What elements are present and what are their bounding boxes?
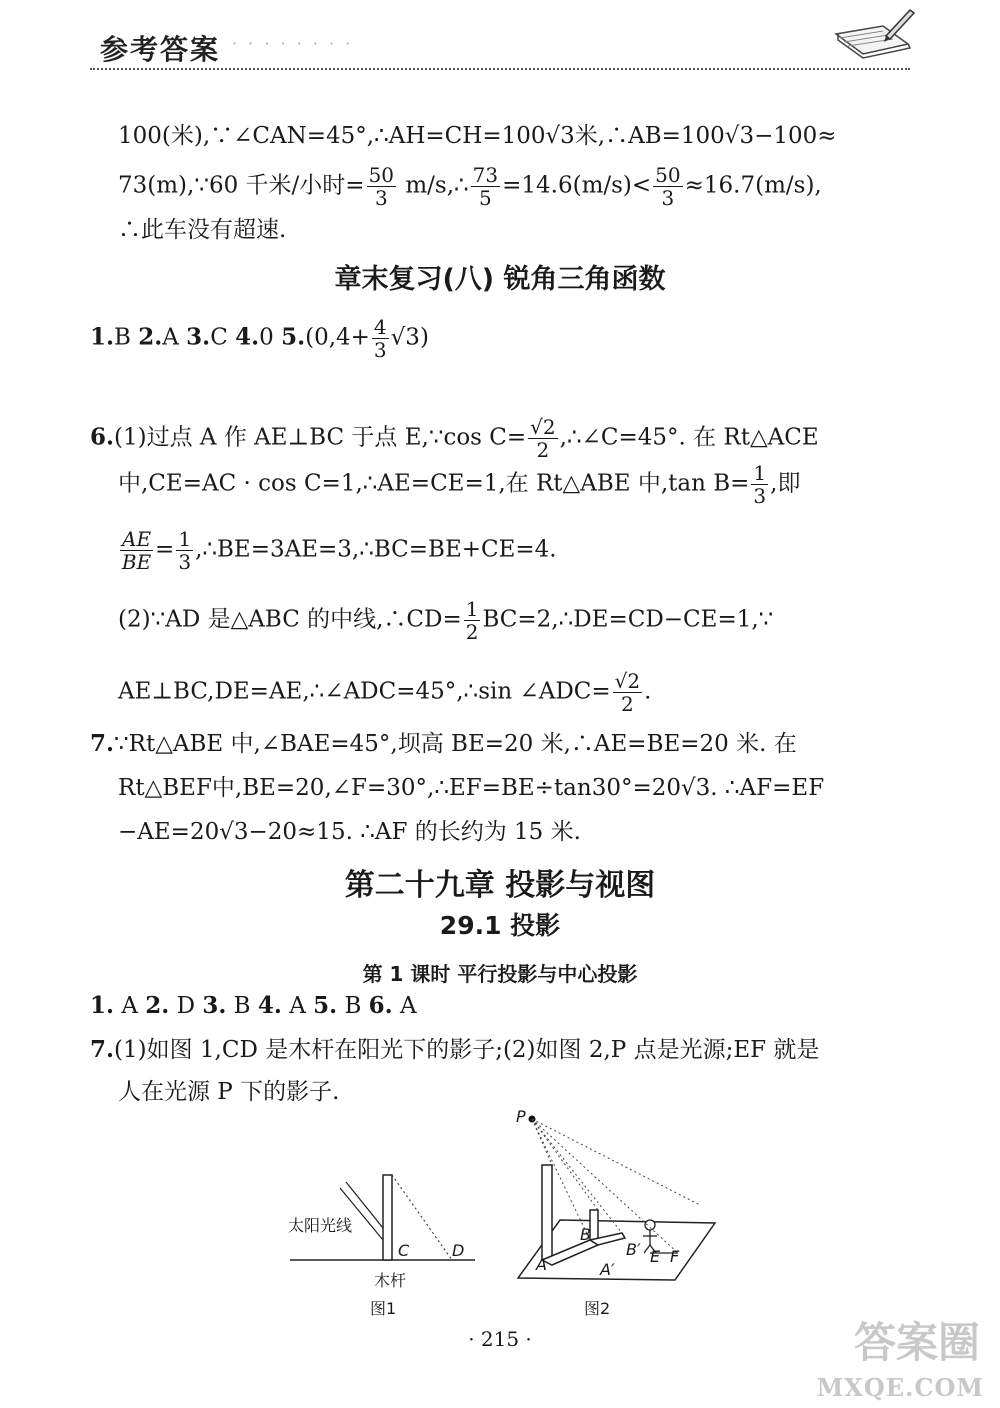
answer-line: 7.∵Rt△ABE 中,∠BAE=45°,坝高 BE=20 米,∴AE=BE=20 米. 在 — [90, 730, 797, 757]
fraction: $\frac{AE}{BE}$ — [121, 527, 152, 574]
answer-line: 1. A 2. D 3. B 4. A 5. B 6. A — [90, 992, 417, 1019]
fraction: $\frac{4}{3}$ — [373, 315, 387, 362]
page-number: · 215 · — [468, 1327, 532, 1351]
pole-label: 木杆 — [374, 1271, 407, 1290]
lesson-title: 第 1 课时 平行投影与中心投影 — [362, 962, 638, 986]
chapter-title: 第二十九章 投影与视图 — [344, 868, 656, 903]
figure-1-caption: 图1 — [370, 1299, 397, 1318]
answer-line: (2)∵AD 是△ABC 的中线,∴CD= $\frac{1}{2}$ BC=2,∴DE=CD−CE=1,∵ — [118, 597, 774, 644]
point-f-label: F — [670, 1247, 680, 1266]
point-b-label: B — [580, 1225, 591, 1244]
fraction: $\frac{1}{3}$ — [753, 461, 767, 508]
header-title: 参考答案 — [100, 33, 221, 66]
fraction: $\frac{1}{3}$ — [178, 527, 192, 574]
point-d-label: D — [452, 1241, 465, 1260]
answer-line: 6.(1)过点 A 作 AE⊥BC 于点 E,∵cos C= $\frac{√2}{2}$ ,∴∠C=45°. 在 Rt△ACE — [90, 415, 819, 462]
header-decoration: · · · · · · · · — [232, 34, 354, 53]
fraction: $\frac{√2}{2}$ — [614, 669, 641, 716]
figure-2-caption: 图2 — [584, 1299, 611, 1318]
fraction: $\frac{50}{3}$ — [655, 163, 681, 210]
answer-line: AE⊥BC,DE=AE,∴∠ADC=45°,∴sin ∠ADC= $\frac{√2}{2}$ . — [118, 669, 652, 716]
point-c-label: C — [398, 1241, 410, 1260]
watermark-logo: 答案圈 — [853, 1318, 980, 1367]
section-title: 29.1 投影 — [439, 911, 561, 940]
header-divider — [90, 68, 910, 70]
answer-line: Rt△BEF中,BE=20,∠F=30°,∴EF=BE÷tan30°=20√3. ∴AF=EF — [118, 775, 825, 801]
answer-line: 人在光源 P 下的影子. — [118, 1079, 340, 1105]
answer-line: 中,CE=AC · cos C=1,∴AE=CE=1,在 Rt△ABE 中,tan B= $\frac{1}{3}$ ,即 — [118, 461, 801, 508]
point-p-label: P — [516, 1107, 526, 1126]
fraction: $\frac{73}{5}$ — [472, 163, 499, 210]
answer-line: $\frac{AE}{BE}$ = $\frac{1}{3}$ ,∴BE=3AE=3,∴BC=BE+CE=4. — [121, 527, 557, 574]
text-line: 73(m),∵60 千米/小时= $\frac{50}{3}$ m/s,∴ $\frac{73}{5}$ =14.6(m/s)< $\frac{50}{3}$ ≈16.7(m/s), — [118, 163, 822, 210]
point-e-label: E — [650, 1247, 661, 1266]
text-line: 100(米),∵∠CAN=45°,∴AH=CH=100√3米,∴AB=100√3−100≈ — [118, 123, 837, 149]
text-line: ∴此车没有超速. — [118, 217, 287, 243]
fraction: $\frac{1}{2}$ — [465, 597, 479, 644]
sun-rays-label: 太阳光线 — [288, 1216, 353, 1235]
answer-line: 1.B 2.A 3.C 4.0 5.(0,4+ $\frac{4}{3}$ √3) — [90, 315, 429, 362]
fraction: $\frac{√2}{2}$ — [530, 415, 556, 462]
fraction: $\frac{50}{3}$ — [368, 163, 395, 210]
point-a-label: A — [536, 1255, 547, 1274]
notebook-pencil-icon — [828, 4, 918, 64]
point-a-prime-label: A′ — [600, 1260, 615, 1279]
watermark-url: MXQE.COM — [816, 1373, 984, 1402]
answer-line: 7.(1)如图 1,CD 是木杆在阳光下的影子;(2)如图 2,P 点是光源;EF 就是 — [90, 1036, 820, 1063]
page-header — [0, 0, 1000, 80]
point-b-prime-label: B′ — [626, 1240, 641, 1259]
section-title: 章末复习(八) 锐角三角函数 — [334, 264, 666, 295]
answer-line: −AE=20√3−20≈15. ∴AF 的长约为 15 米. — [118, 819, 581, 845]
